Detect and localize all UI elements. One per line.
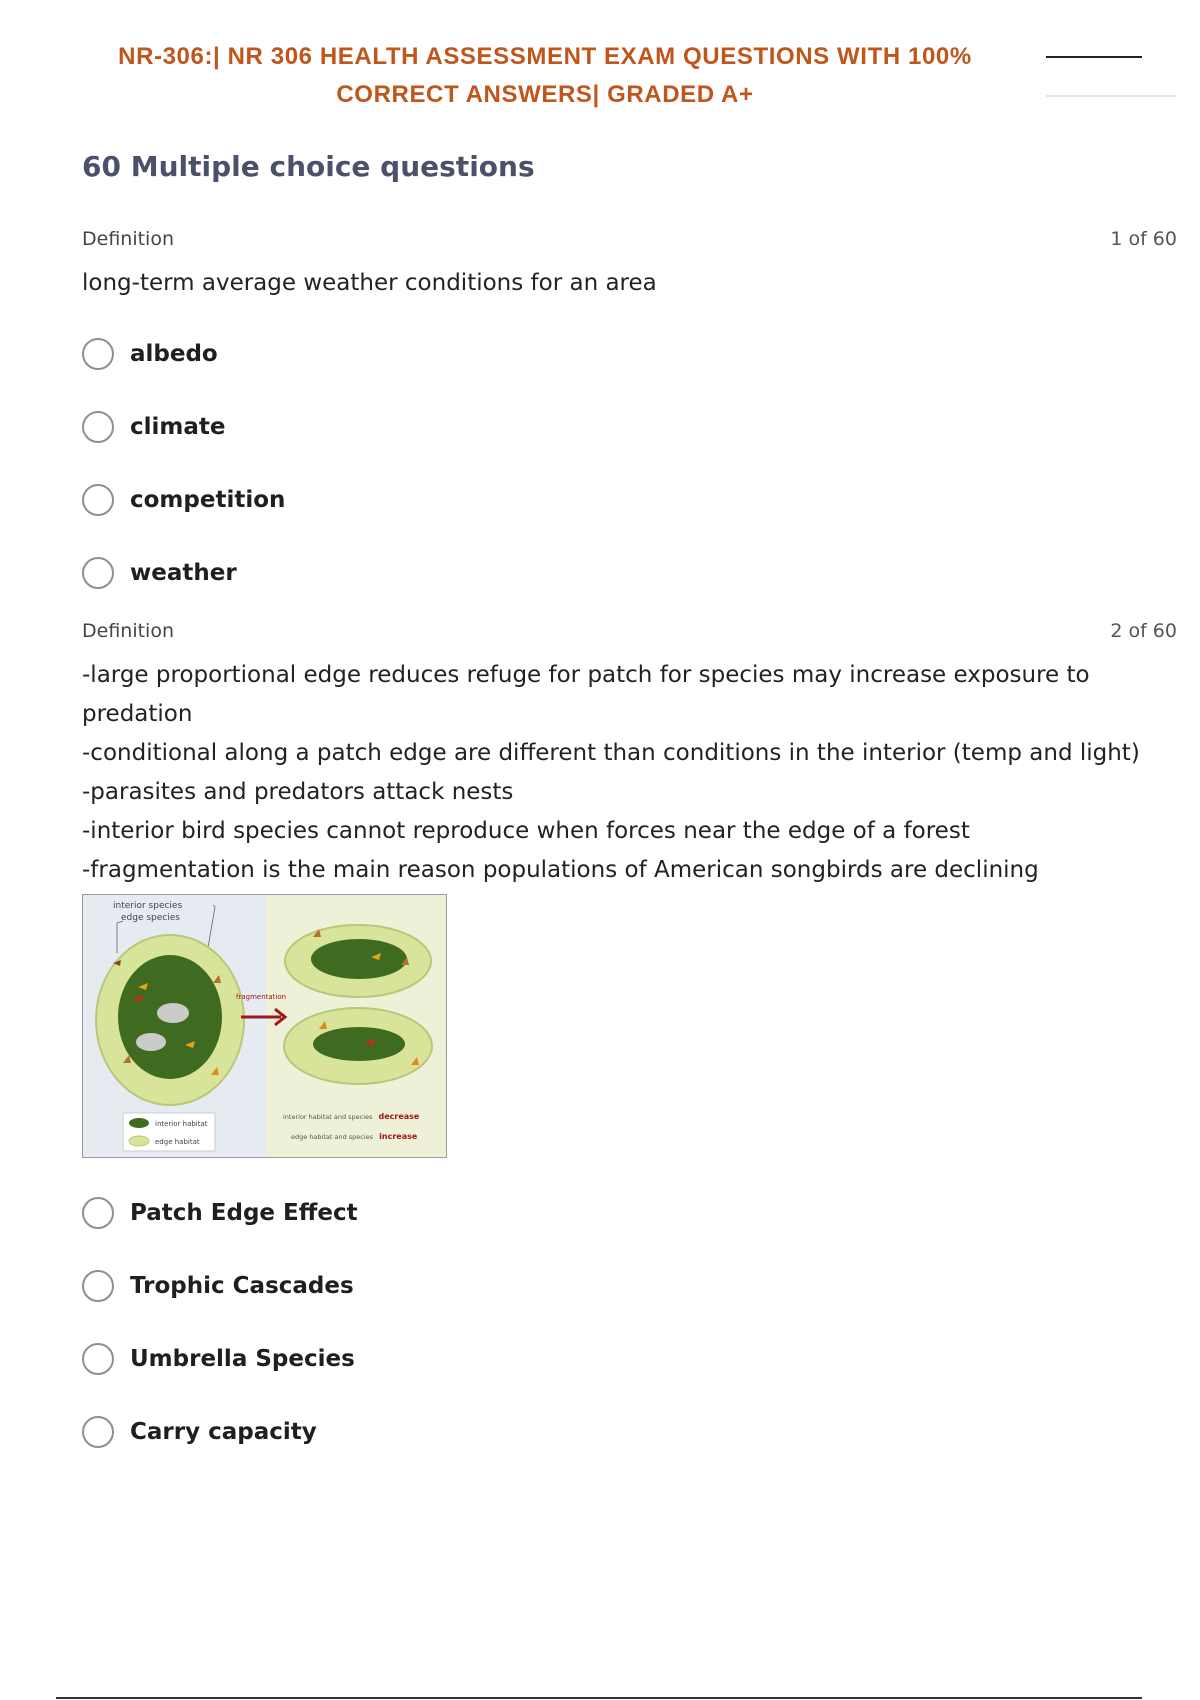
radio-button-icon[interactable] bbox=[82, 484, 114, 516]
answer-option-label: Patch Edge Effect bbox=[130, 1199, 358, 1226]
answer-option-label: competition bbox=[130, 486, 286, 513]
radio-button-icon[interactable] bbox=[82, 1343, 114, 1375]
question-prompt-line: -large proportional edge reduces refuge for patch for species may increase exposure to predation bbox=[82, 662, 1090, 727]
document-title-line-2: CORRECT ANSWERS| GRADED A+ bbox=[336, 81, 754, 108]
habitat-fragmentation-illustration bbox=[83, 895, 447, 1158]
radio-button-icon[interactable] bbox=[82, 411, 114, 443]
answer-option[interactable] bbox=[82, 1322, 1177, 1395]
radio-button-icon[interactable] bbox=[82, 557, 114, 589]
caption-emphasis: increase bbox=[379, 1132, 418, 1141]
answer-option[interactable] bbox=[82, 390, 1177, 463]
interior-habitat-fragment bbox=[311, 939, 407, 979]
question-set-title: 60 Multiple choice questions bbox=[82, 150, 535, 183]
question-counter: 2 of 60 bbox=[1110, 620, 1177, 642]
label-edge-species: edge species bbox=[121, 913, 180, 923]
legend-swatch-interior bbox=[129, 1118, 149, 1128]
answer-option-label: climate bbox=[130, 413, 226, 440]
question-meta bbox=[82, 228, 1177, 254]
answer-option[interactable] bbox=[82, 1249, 1177, 1322]
figure-caption-line-2 bbox=[291, 1132, 418, 1141]
answer-options bbox=[82, 1176, 1177, 1468]
radio-button-icon[interactable] bbox=[82, 1416, 114, 1448]
question-kind-label: Definition bbox=[82, 620, 175, 642]
legend-swatch-edge bbox=[129, 1136, 149, 1146]
caption-emphasis: decrease bbox=[378, 1112, 420, 1121]
question-prompt bbox=[82, 264, 1177, 303]
answer-option[interactable] bbox=[82, 536, 1177, 609]
question-card-1 bbox=[82, 228, 1177, 609]
bear-icon bbox=[136, 1033, 166, 1051]
bear-icon bbox=[157, 1003, 189, 1023]
question-prompt-text: long-term average weather conditions for an area bbox=[82, 270, 657, 296]
caption-text: edge habitat and species bbox=[291, 1133, 374, 1141]
answer-option-label: weather bbox=[130, 559, 237, 586]
header-rule-faint bbox=[1046, 95, 1176, 97]
document-title-line-1: NR-306:| NR 306 HEALTH ASSESSMENT EXAM QUESTIONS WITH 100% bbox=[118, 43, 972, 70]
legend-label-edge: edge habitat bbox=[155, 1138, 200, 1146]
question-card-2 bbox=[82, 620, 1177, 1468]
header-rule bbox=[1046, 56, 1142, 58]
question-prompt-line: -conditional along a patch edge are different than conditions in the interior (temp and light) bbox=[82, 740, 1140, 766]
answer-option[interactable] bbox=[82, 1395, 1177, 1468]
question-prompt-line: -interior bird species cannot reproduce when forces near the edge of a forest bbox=[82, 818, 970, 844]
footer-rule bbox=[56, 1697, 1142, 1699]
answer-option-label: Umbrella Species bbox=[130, 1345, 355, 1372]
figure-caption-line-1 bbox=[283, 1112, 420, 1121]
answer-option[interactable] bbox=[82, 463, 1177, 536]
question-prompt-line: -parasites and predators attack nests bbox=[82, 779, 514, 805]
radio-button-icon[interactable] bbox=[82, 1197, 114, 1229]
answer-option[interactable] bbox=[82, 317, 1177, 390]
question-prompt-line: -fragmentation is the main reason populations of American songbirds are declining bbox=[82, 857, 1039, 883]
radio-button-icon[interactable] bbox=[82, 338, 114, 370]
answer-option-label: Carry capacity bbox=[130, 1418, 317, 1445]
habitat-fragmentation-figure bbox=[82, 894, 447, 1158]
interior-habitat-fragment bbox=[313, 1027, 405, 1061]
answer-option-label: albedo bbox=[130, 340, 218, 367]
question-prompt bbox=[82, 656, 1177, 890]
question-kind-label: Definition bbox=[82, 228, 175, 250]
radio-button-icon[interactable] bbox=[82, 1270, 114, 1302]
legend-label-interior: interior habitat bbox=[155, 1120, 208, 1128]
answer-option[interactable] bbox=[82, 1176, 1177, 1249]
question-counter: 1 of 60 bbox=[1110, 228, 1177, 250]
label-fragmentation: fragmentation bbox=[236, 993, 287, 1001]
label-interior-species: interior species bbox=[113, 901, 183, 911]
answer-options bbox=[82, 317, 1177, 609]
question-meta bbox=[82, 620, 1177, 646]
answer-option-label: Trophic Cascades bbox=[130, 1272, 354, 1299]
caption-text: interior habitat and species bbox=[283, 1113, 373, 1121]
